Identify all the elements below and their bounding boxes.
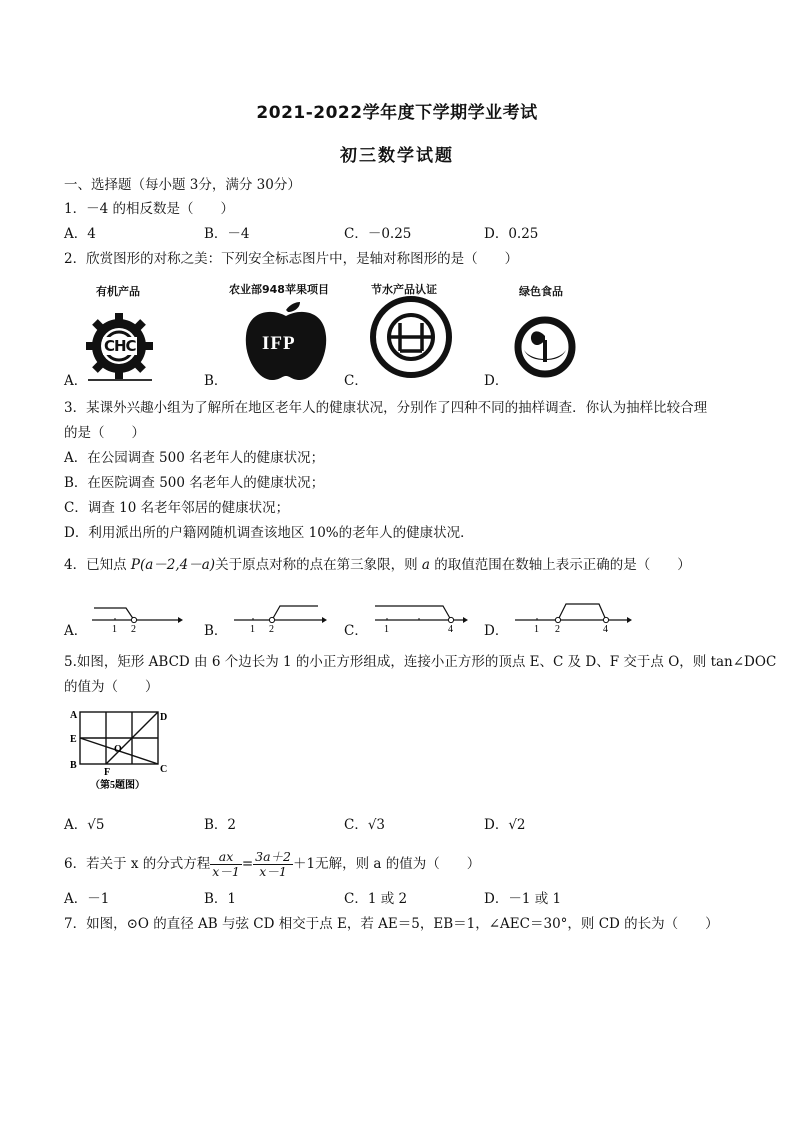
q4-option-b: B． — [204, 623, 228, 639]
q6-equals: = — [241, 856, 254, 872]
number-line-a — [88, 600, 184, 636]
logo-a-text: CHC — [104, 337, 136, 355]
q5-label-e: E — [70, 734, 77, 745]
logo-label-water: 节水产品认证 — [371, 283, 437, 296]
q3-stem-line2: 的是（ ） — [64, 425, 145, 441]
q4-point-expr: P(a－2,4－a) — [130, 557, 216, 573]
q6-fraction-2 — [253, 850, 293, 879]
q6-fraction-2-numerator: 3a＋2 — [255, 849, 291, 864]
q6-option-c: C．1 或 2 — [344, 891, 408, 907]
logo-b-text: IFP — [262, 333, 296, 354]
q4-variable: a — [421, 557, 430, 573]
q4-stem — [64, 556, 691, 574]
q4-stem-mid: 关于原点对称的点在第三象限，则 — [215, 557, 422, 573]
q5-label-o: O — [114, 744, 122, 755]
exam-subtitle: 初三数学试题 — [340, 146, 454, 166]
number-line-b-tick-2: 2 — [269, 624, 274, 635]
logo-label-organic: 有机产品 — [96, 285, 140, 298]
green-food-logo-icon — [514, 316, 576, 378]
q2-option-c: C． — [344, 373, 368, 389]
number-line-c-tick-1: 1 — [384, 624, 389, 635]
q4-option-d: D． — [484, 623, 509, 639]
number-line-a-tick-2: 2 — [131, 624, 136, 635]
q6-fraction-1 — [210, 850, 242, 879]
q7-stem: 7．如图，⊙O 的直径 AB 与弦 CD 相交于点 E，若 AE＝5，EB＝1，∠AEC＝30°，则 CD 的长为（ ） — [64, 916, 719, 932]
q6-fraction-2-denominator: x－1 — [259, 864, 287, 879]
q1-option-a: A．4 — [64, 226, 96, 242]
number-line-b-tick-1: 1 — [250, 624, 255, 635]
number-line-d-tick-1: 1 — [534, 624, 539, 635]
number-line-d-tick-2: 2 — [555, 624, 560, 635]
q6-fraction-1-numerator: ax — [210, 850, 242, 865]
q5-label-d: D — [160, 712, 168, 723]
q5-caption: （第5题图） — [90, 780, 145, 791]
logo-label-green: 绿色食品 — [519, 285, 563, 298]
q4-stem-pre: 4．已知点 — [64, 557, 131, 573]
q5-label-c: C — [160, 764, 168, 775]
q5-label-a: A — [70, 710, 78, 721]
q5-option-d: D．√2 — [484, 817, 526, 833]
q3-stem-line1: 3．某课外兴趣小组为了解所在地区老年人的健康状况，分别作了四种不同的抽样调查．你认为抽样比较合理 — [64, 400, 708, 416]
q4-option-a: A． — [64, 623, 88, 639]
section-heading: 一、选择题（每小题 3分，满分 30分） — [64, 177, 301, 193]
number-line-c-tick-4: 4 — [448, 624, 453, 635]
number-line-d-tick-4: 4 — [603, 624, 608, 635]
q3-option-a: A．在公园调查 500 名老年人的健康状况； — [64, 450, 325, 466]
logo-label-apple: 农业部948苹果项目 — [229, 283, 329, 296]
q5-option-c: C．√3 — [344, 817, 386, 833]
q2-option-b: B． — [204, 373, 228, 389]
q3-option-d: D．利用派出所的户籍网随机调查该地区 10%的老年人的健康状况． — [64, 525, 474, 541]
q6-option-d: D．－1 或 1 — [484, 891, 562, 907]
q1-option-b: B．－4 — [204, 226, 250, 242]
q2-stem: 2．欣赏图形的对称之美：下列安全标志图片中，是轴对称图形的是（ ） — [64, 251, 519, 267]
q5-label-f: F — [104, 767, 111, 778]
q3-option-c: C．调查 10 名老年邻居的健康状况； — [64, 500, 290, 516]
q2-option-d: D． — [484, 373, 509, 389]
q6-stem — [64, 848, 480, 880]
q6-stem-pre: 6．若关于 x 的分式方程 — [64, 856, 211, 872]
q4-option-c: C． — [344, 623, 368, 639]
q5-stem-line1: 5.如图，矩形 ABCD 由 6 个边长为 1 的小正方形组成，连接小正方形的顶点 E、C 及 D、F 交于点 O，则 tan∠DOC — [64, 654, 777, 670]
q6-option-b: B．1 — [204, 891, 237, 907]
q5-stem-line2: 的值为（ ） — [64, 679, 159, 695]
q5-option-b: B．2 — [204, 817, 237, 833]
number-line-d — [511, 596, 635, 636]
q1-stem: 1．－4 的相反数是（ ） — [64, 201, 234, 217]
q6-fraction-1-denominator: x－1 — [212, 864, 240, 879]
q4-stem-post: 的取值范围在数轴上表示正确的是（ ） — [429, 557, 691, 573]
exam-title: 2021-2022学年度下学期学业考试 — [256, 103, 538, 123]
q3-option-b: B．在医院调查 500 名老年人的健康状况； — [64, 475, 325, 491]
q1-option-d: D．0.25 — [484, 226, 539, 242]
number-line-a-tick-1: 1 — [112, 624, 117, 635]
number-line-c — [371, 596, 471, 636]
q5-figure — [64, 706, 178, 796]
q1-option-c: C．－0.25 — [344, 226, 412, 242]
q5-label-b: B — [70, 760, 77, 771]
q6-stem-post: ＋1无解，则 a 的值为（ ） — [292, 856, 481, 872]
water-saving-logo-icon — [370, 295, 452, 381]
number-line-b — [230, 600, 330, 636]
q6-option-a: A．－1 — [64, 891, 110, 907]
q5-option-a: A．√5 — [64, 817, 105, 833]
q2-option-a: A． — [64, 373, 88, 389]
